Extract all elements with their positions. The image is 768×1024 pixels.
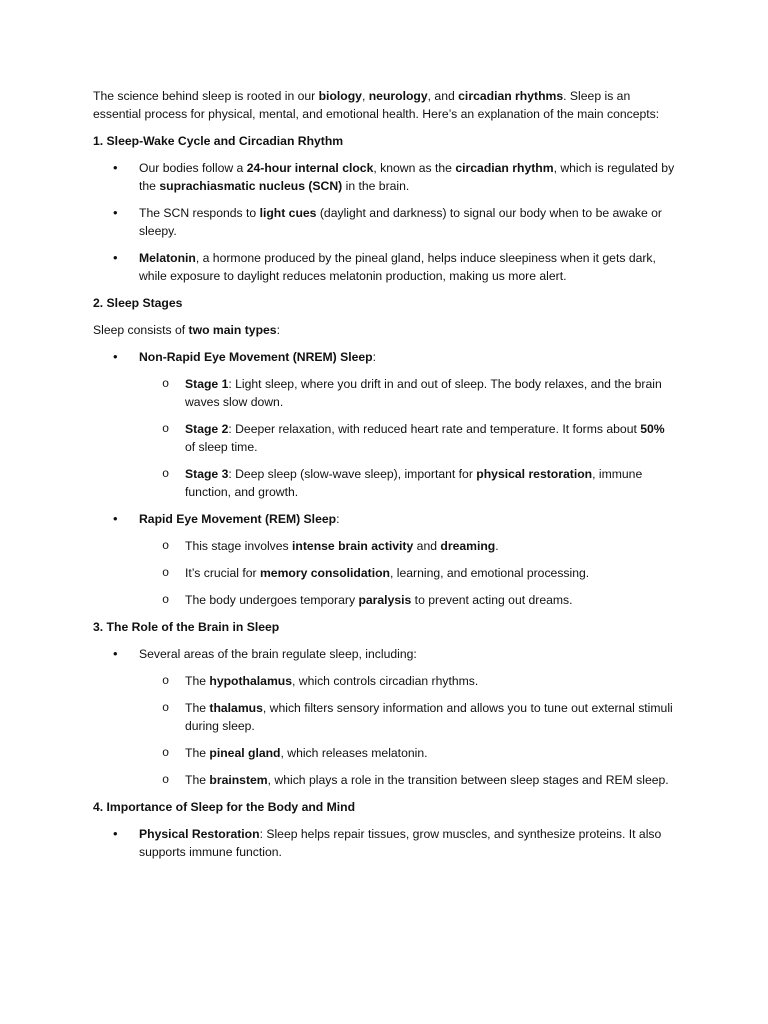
text: , known as the [373, 161, 456, 175]
bold-text: dreaming [440, 539, 496, 553]
text: The body undergoes temporary [185, 593, 359, 607]
text: The [185, 773, 210, 787]
text: Several areas of the brain regulate sleep, including: [139, 647, 417, 661]
text: Our bodies follow a [139, 161, 247, 175]
text: The [185, 674, 210, 688]
bold-text: 50% [640, 422, 665, 436]
bold-text: Rapid Eye Movement (REM) Sleep [139, 512, 337, 526]
text: (daylight and darkness) to signal our body when to be awake or sleepy. [139, 206, 662, 238]
text: Sleep consists of [93, 323, 189, 337]
text: , which releases melatonin. [280, 746, 428, 760]
bold-text: pineal gland [209, 746, 281, 760]
text: It’s crucial for [185, 566, 260, 580]
bold-text: hypothalamus [209, 674, 293, 688]
bold-text: two main types [188, 323, 277, 337]
bold-text: intense brain activity [292, 539, 414, 553]
list-item [93, 159, 678, 195]
text: , and [427, 89, 459, 103]
text: , which filters sensory information and allows you to tune out external stimuli during sleep. [185, 701, 673, 733]
bold-text: suprachiasmatic nucleus (SCN) [159, 179, 343, 193]
bold-text: Physical Restoration [139, 827, 260, 841]
sub-list [139, 375, 678, 501]
sub-list-item [139, 465, 678, 501]
bold-text: Melatonin [139, 251, 196, 265]
sub-list [139, 537, 678, 609]
text: : [276, 323, 280, 337]
text: : Light sleep, where you drift in and out of sleep. The body relaxes, and the brain waves slow down. [185, 377, 662, 409]
bold-text: thalamus [209, 701, 263, 715]
text: The [185, 701, 210, 715]
sub-list-item [139, 420, 678, 456]
bold-text: circadian rhythms [458, 89, 564, 103]
sub-list [139, 672, 678, 789]
text: , [361, 89, 369, 103]
list-item-rem [93, 510, 678, 609]
bullet-list [93, 645, 678, 789]
section-heading-1: 1. Sleep-Wake Cycle and Circadian Rhythm [93, 134, 344, 148]
text: : [336, 512, 340, 526]
text: , learning, and emotional processing. [389, 566, 590, 580]
bold-text: circadian rhythm [455, 161, 554, 175]
text: This stage involves [185, 539, 293, 553]
section-heading-4: 4. Importance of Sleep for the Body and Mind [93, 800, 356, 814]
section-heading-2: 2. Sleep Stages [93, 296, 183, 310]
text: , which is regulated by the [139, 161, 675, 193]
bold-text: Non-Rapid Eye Movement (NREM) Sleep [139, 350, 373, 364]
text: . Sleep is an essential process for physical, mental, and emotional health. Here’s an explanation of the main concepts: [93, 89, 660, 121]
text: , which controls circadian rhythms. [292, 674, 479, 688]
text: , a hormone produced by the pineal gland, helps induce sleepiness when it gets dark, while exposure to daylight reduces melatonin production, making us more alert. [139, 251, 656, 283]
sub-list-item [139, 699, 678, 735]
text: to prevent acting out dreams. [411, 593, 573, 607]
bold-text: Stage 2 [185, 422, 229, 436]
sub-list-item [139, 771, 678, 789]
text: : Deeper relaxation, with reduced heart rate and temperature. It forms about [228, 422, 641, 436]
sub-list-item [139, 744, 678, 762]
text: : [372, 350, 377, 364]
sub-list-item [139, 537, 678, 555]
sub-list-item [139, 591, 678, 609]
document-body [93, 87, 678, 870]
text: The science behind sleep is rooted in our [93, 89, 319, 103]
list-item [93, 249, 678, 285]
text: : Sleep helps repair tissues, grow muscles, and synthesize proteins. It also supports immune function. [139, 827, 662, 859]
section-heading-3: 3. The Role of the Brain in Sleep [93, 620, 280, 634]
bold-text: neurology [368, 89, 428, 103]
text: in the brain. [342, 179, 410, 193]
list-item [93, 825, 678, 861]
sub-list-item [139, 672, 678, 690]
text: , immune function, and growth. [185, 467, 643, 499]
bold-text: brainstem [209, 773, 268, 787]
bold-text: light cues [259, 206, 317, 220]
text: The [185, 746, 210, 760]
text: of sleep time. [185, 440, 258, 454]
bullet-list [93, 825, 678, 861]
list-item [93, 645, 678, 789]
list-item-nrem [93, 348, 678, 501]
bold-text: Stage 3 [185, 467, 229, 481]
bullet-list [93, 348, 678, 609]
bold-text: physical restoration [476, 467, 593, 481]
bold-text: 24-hour internal clock [246, 161, 374, 175]
text: and [413, 539, 441, 553]
sub-list-item [139, 564, 678, 582]
intro-paragraph [93, 87, 678, 123]
sub-list-item [139, 375, 678, 411]
list-item [93, 204, 678, 240]
text: : Deep sleep (slow-wave sleep), important for [228, 467, 477, 481]
bold-text: Stage 1 [185, 377, 229, 391]
text: . [495, 539, 499, 553]
sleep-types-intro [93, 321, 678, 339]
bold-text: memory consolidation [259, 566, 390, 580]
text: , which plays a role in the transition between sleep stages and REM sleep. [267, 773, 669, 787]
bold-text: paralysis [358, 593, 412, 607]
bold-text: biology [318, 89, 362, 103]
text: The SCN responds to [139, 206, 260, 220]
bullet-list [93, 159, 678, 285]
